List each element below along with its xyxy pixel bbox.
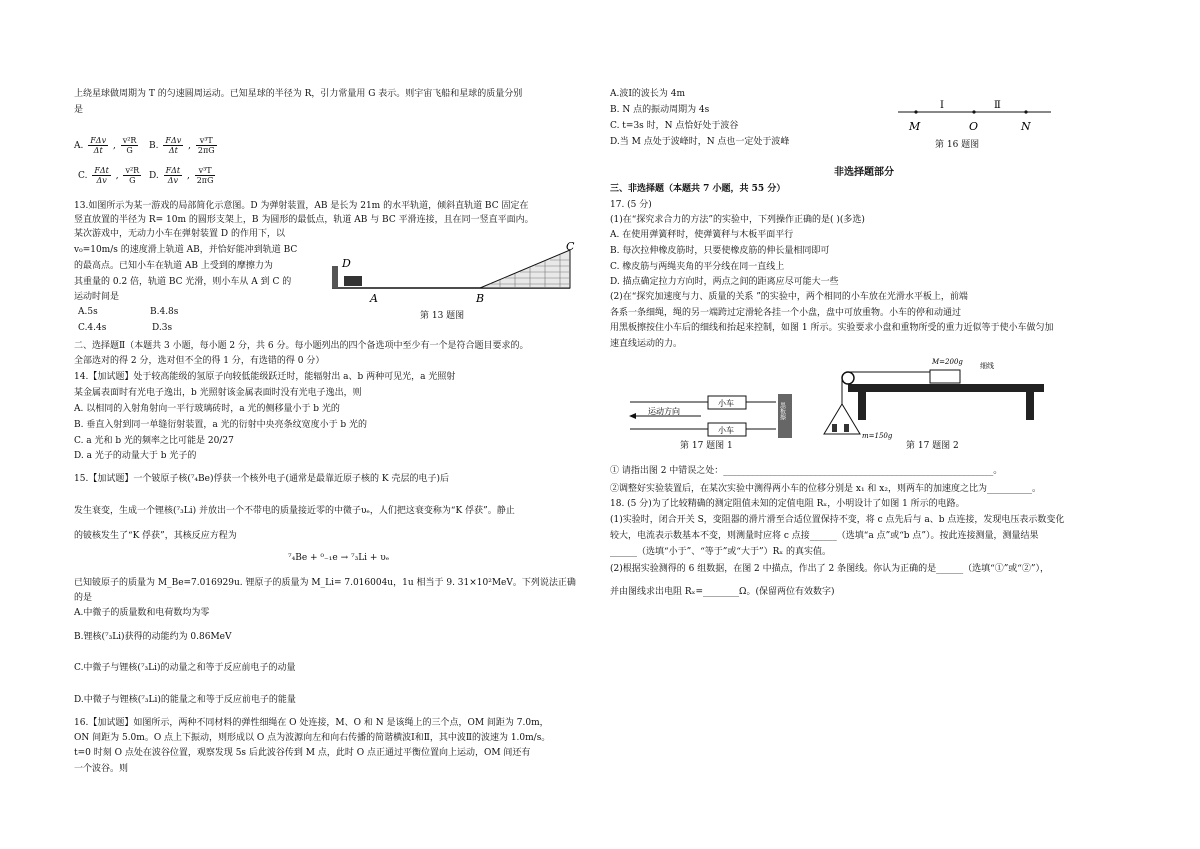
q15-line: 的铍核发生了“K 俘获”，其核反应方程为 — [74, 531, 237, 541]
label-N: N — [1021, 120, 1031, 133]
q15-line: 已知铍原子的质量为 M_Be=7.016929u. 锂原子的质量为 M_Li= 7.016004u，1u 相当于 9. 31×10²MeV。下列说法正确 — [74, 578, 576, 588]
q16-option: B. N 点的振动周期为 4s — [610, 105, 710, 115]
part-title: 非选择题部分 — [834, 167, 894, 178]
q13-line: 的最高点。已知小车在轨道 AB 上受到的摩擦力为 — [74, 261, 273, 271]
section-3-title: 三、非选择题（本题共 7 小题，共 55 分） — [610, 184, 786, 194]
fig13-caption: 第 13 题图 — [420, 311, 465, 321]
q17-line: D. 描点确定拉力方向时，两点之间的距离应尽可能大一些 — [610, 277, 839, 287]
q16-option: A.波Ⅰ的波长为 4m — [610, 89, 686, 99]
q18-line: ______（选填“小于”、“等于”或“大于”）Rₓ 的真实值。 — [610, 547, 832, 557]
label-B: B — [476, 292, 485, 305]
q14-line: D. a 光子的动量大于 b 光子的 — [74, 451, 197, 461]
q17-line: 速直线运动的力。 — [610, 339, 683, 349]
wave-II-label: Ⅱ — [994, 100, 1001, 111]
q18-line: (1)实验时，闭合开关 S，变阻器的滑片滑至合适位置保持不变，将 c 点先后与 a、b 点连接，发现电压表示数变化 — [610, 515, 1065, 525]
fig17-diagram-2 — [818, 354, 1048, 440]
label-O: O — [969, 120, 979, 133]
q14-line: C. a 光和 b 光的频率之比可能是 20/27 — [74, 436, 234, 446]
q13-line: 某次游戏中，无动力小车在弹射装置 D 的作用下，以 — [74, 229, 285, 239]
pulley-icon — [842, 372, 854, 384]
q18-line: 较大，电流表示数基本不变，则测量时应将 c 点接______（选填“a 点”或“b 点”）。按此连接测量，测量结果 — [610, 531, 1039, 541]
fig13-diagram — [330, 242, 590, 312]
q17-line: 用黑板擦按住小车后的细线和抬起来控制，如图 1 所示。实验要求小盘和重物所受的重力近似等于使小车做匀加 — [610, 323, 1054, 333]
q13-option: C.4.4s — [78, 323, 107, 333]
q13-line: 竖直放置的半径为 R= 10m 的圆形支架上，B 为圆形的最低点，轨道 AB 与 BC 平滑连接，且在同一竖直平面内。 — [74, 215, 534, 225]
q15-line: 15.【加试题】一个铍原子核(⁷₄Be)俘获一个核外电子(通常是最靠近原子核的 K 壳层的电子)后 — [74, 474, 449, 484]
car-label: 小车 — [718, 426, 734, 435]
q13-option: D.3s — [152, 323, 173, 333]
intro-line: 是 — [74, 105, 84, 115]
fig17-caption-2: 第 17 题图 2 — [906, 441, 959, 451]
eraser-label: 黑板擦 — [778, 402, 786, 420]
pan-mass-label: m=150g — [862, 432, 893, 440]
option-C: C. $\frac{\text{FΔt}}{\Delta v}$ , $\frac{\text{v²R}}{G}$ D. $\frac{\text{FΔt}}{\Delta v}$ , $\frac{\text{v³T}}{2\pi G}$ — [78, 166, 214, 185]
q15-option: B.锂核(⁷₃Li)获得的动能约为 0.86MeV — [74, 632, 232, 642]
q14-line: A. 以相同的入射角射向一平行玻璃砖时，a 光的侧移量小于 b 光的 — [74, 404, 340, 414]
q17-item: ① 请指出图 2 中错误之处：____________________________________________________________。 — [610, 466, 1003, 476]
q16-line: 一个波谷。则 — [74, 764, 129, 774]
q14-line: B. 垂直入射到同一单缝衍射装置，a 光的衍射中央亮条纹宽度小于 b 光的 — [74, 420, 368, 430]
intro-line: 上绕星球做周期为 T 的匀速圆周运动。已知星球的半径为 R，引力常量用 G 表示。则宇宙飞船和星球的质量分别 — [74, 89, 523, 99]
q17-line: (1)在“探究求合力的方法”的实验中，下列操作正确的是( )(多选) — [610, 215, 865, 225]
q14-line: 某金属表面时有光电子逸出，b 光照射该金属表面时没有光电子逸出，则 — [74, 388, 362, 398]
option-A: A. $\frac{\text{FΔv}}{\Delta t}$ , $\frac{\text{v²R}}{G}$ B. $\frac{\text{FΔv}}{\Delta t}$ , $\frac{\text{v³T}}{2\pi G}$ — [74, 136, 215, 155]
q17-line: C. 橡皮筋与两绳夹角的平分线在同一直线上 — [610, 262, 785, 272]
car-mass-label: M=200g — [932, 358, 963, 366]
car-label: 小车 — [718, 399, 734, 408]
q17-line: A. 在使用弹簧秤时，使弹簧秤与木板平面平行 — [610, 230, 794, 240]
label-M: M — [909, 120, 921, 133]
string-label: 细线 — [980, 362, 994, 370]
q18-line: 18. (5 分)为了比较精确的测定阻值未知的定值电阻 Rₓ，小明设计了如图 1 所示的电路。 — [610, 499, 965, 509]
q18-line: 并由图线求出电阻 Rₓ=________Ω。(保留两位有效数字) — [610, 587, 835, 597]
q13-line: v₀=10m/s 的速度滑上轨道 AB，并恰好能冲到轨道 BC — [74, 245, 298, 255]
q16-option: D.当 M 点处于波峰时，N 点也一定处于波峰 — [610, 137, 790, 147]
wave-I-label: Ⅰ — [940, 100, 944, 111]
q15-line: 发生衰变，生成一个锂核(⁷₃Li) 并放出一个不带电的质量接近零的中微子υₑ，人们把这衰变称为“K 俘获”。静止 — [74, 506, 515, 516]
fig16-diagram — [896, 96, 1056, 136]
fig17-diagram-1 — [626, 394, 808, 438]
q15-line: 的是 — [74, 593, 93, 603]
q17-line: B. 每次拉伸橡皮筋时，只要使橡皮筋的伸长量相同即可 — [610, 246, 830, 256]
q15-option: C.中微子与锂核(⁷₃Li)的动量之和等于反应前电子的动量 — [74, 663, 296, 673]
label-A: A — [370, 292, 378, 305]
q15-option: A.中微子的质量数和电荷数均为零 — [74, 608, 210, 618]
q13-option: B.4.8s — [150, 307, 179, 317]
q13-line: 13.如图所示为某一游戏的局部简化示意图。D 为弹射装置，AB 是长为 21m 的水平轨道，倾斜直轨道 BC 固定在 — [74, 201, 529, 211]
direction-label: 运动方向 — [648, 407, 680, 416]
q13-line: 其重量的 0.2 倍，轨道 BC 光滑，则小车从 A 到 C 的 — [74, 277, 292, 287]
q15-option: D.中微子与锂核(⁷₃Li)的能量之和等于反应前电子的能量 — [74, 695, 296, 705]
q17-line: (2)在“探究加速度与力、质量的关系 ”的实验中，两个相同的小车放在光滑水平板上，前端 — [610, 292, 968, 302]
sec2-line: 全部选对的得 2 分，选对但不全的得 1 分，有选错的得 0 分） — [74, 356, 325, 366]
q15-equation: ⁷₄Be + ⁰₋₁e → ⁷₃Li + υₑ — [288, 553, 390, 563]
q17-item: ②调整好实验装置后，在某次实验中测得两小车的位移分别是 x₁ 和 x₂，则两车的加速度之比为__________。 — [610, 484, 1041, 494]
label-C: C — [566, 242, 575, 253]
q13-line: 运动时间是 — [74, 292, 120, 302]
q16-line: 16.【加试题】如图所示，两种不同材料的弹性细绳在 O 处连接，M、O 和 N 是该绳上的三个点，OM 间距为 7.0m， — [74, 718, 549, 728]
fig17-caption-1: 第 17 题图 1 — [680, 441, 733, 451]
q18-line: (2)根据实验测得的 6 组数据，在图 2 中描点，作出了 2 条图线。你认为正确的是______（选填“①”或“②”）， — [610, 564, 1049, 574]
q17-line: 17. (5 分) — [610, 200, 652, 210]
q16-line: ON 间距为 5.0m。O 点上下振动，则形成以 O 点为波源向左和向右传播的简谐横波Ⅰ和Ⅱ，其中波Ⅱ的波速为 1.0m/s。 — [74, 733, 551, 743]
q16-line: t=0 时刻 O 点处在波谷位置，观察发现 5s 后此波谷传到 M 点，此时 O 点正通过平衡位置向上运动，OM 间还有 — [74, 748, 531, 758]
q16-option: C. t=3s 时，N 点恰好处于波谷 — [610, 121, 739, 131]
fig16-caption: 第 16 题图 — [935, 140, 980, 150]
q13-option: A.5s — [78, 307, 98, 317]
car-icon — [344, 276, 362, 286]
label-D: D — [342, 257, 351, 270]
q17-line: 各系一条细绳，绳的另一端跨过定滑轮各挂一个小盘，盘中可放重物。小车的停和动通过 — [610, 308, 962, 318]
sec2-line: 二、选择题Ⅱ（本题共 3 小题，每小题 2 分，共 6 分。每小题列出的四个备选项中至少有一个是符合题目要求的。 — [74, 341, 529, 351]
q14-line: 14.【加试题】处于较高能级的氢原子向较低能级跃迁时，能辐射出 a、b 两种可见光，a 光照射 — [74, 372, 456, 382]
